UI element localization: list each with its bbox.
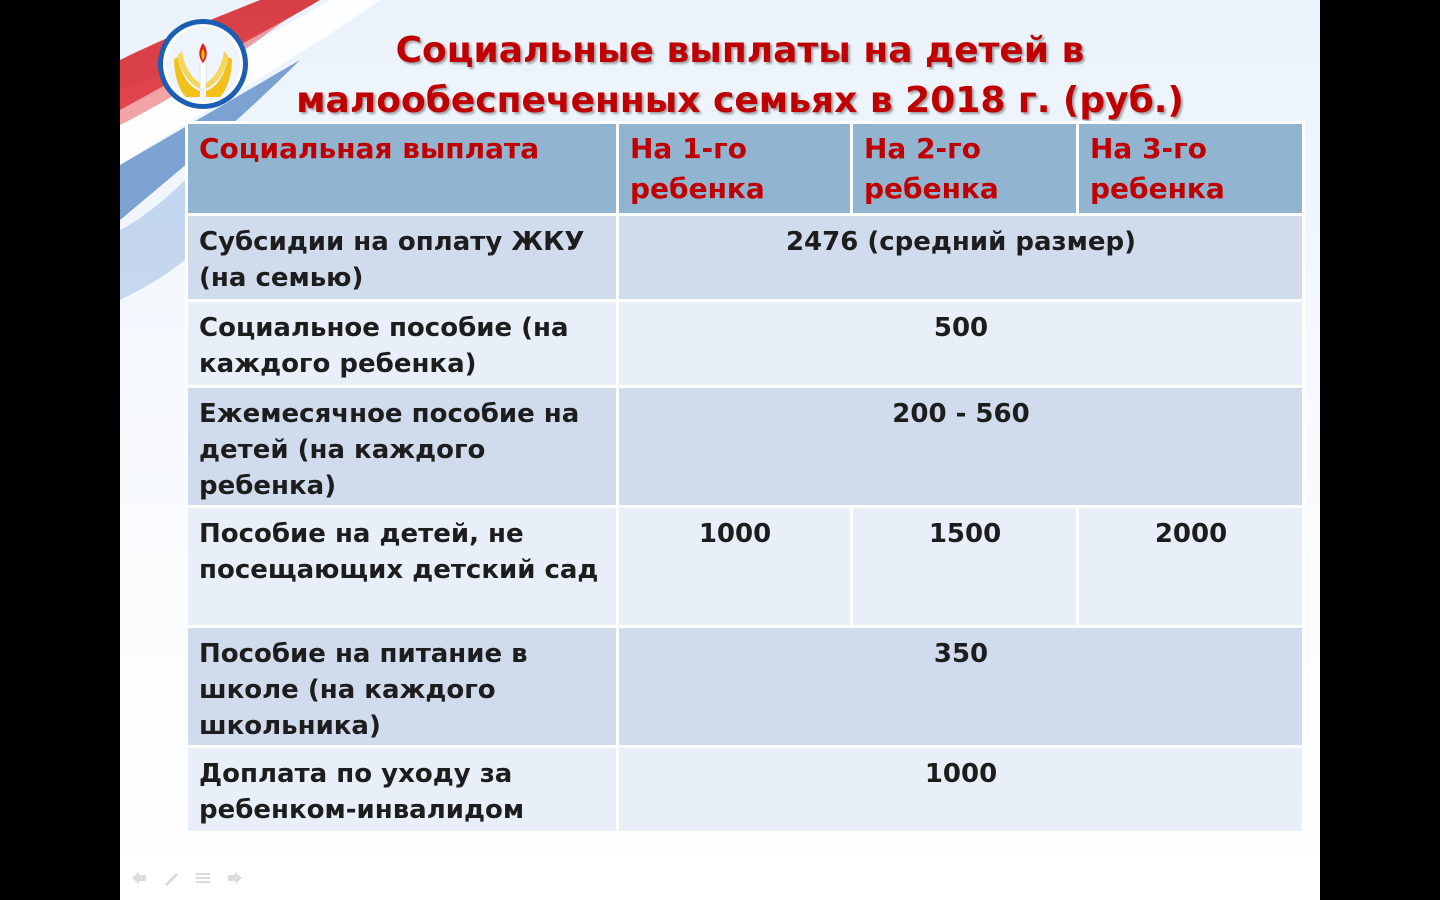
title-line-2: малообеспеченных семьях в 2018 г. (руб.)	[296, 80, 1184, 121]
row-label: Пособие на детей, не посещающих детский сад	[187, 507, 618, 627]
nav-menu-icon[interactable]	[194, 870, 212, 890]
row-label: Пособие на питание в школе (на каждого школьника)	[187, 627, 618, 747]
row-value: 500	[618, 301, 1304, 387]
table-row	[187, 747, 1304, 833]
slideshow-nav	[130, 870, 244, 890]
row-value-child-3: 2000	[1078, 507, 1304, 627]
table-row	[187, 507, 1304, 627]
header-payment: Социальная выплата	[187, 123, 618, 215]
row-value-child-1: 1000	[618, 507, 852, 627]
nav-pen-icon[interactable]	[162, 870, 180, 890]
row-value: 1000	[618, 747, 1304, 833]
row-label: Ежемесячное пособие на детей (на каждого ребенка)	[187, 387, 618, 507]
table-row	[187, 215, 1304, 301]
row-value: 2476 (средний размер)	[618, 215, 1304, 301]
table-row	[187, 387, 1304, 507]
table-row	[187, 301, 1304, 387]
row-value-child-2: 1500	[852, 507, 1078, 627]
row-value: 350	[618, 627, 1304, 747]
row-value: 200 - 560	[618, 387, 1304, 507]
slide-title	[220, 26, 1260, 126]
table-row	[187, 627, 1304, 747]
row-label: Социальное пособие (на каждого ребенка)	[187, 301, 618, 387]
slide	[120, 0, 1320, 900]
header-child-2: На 2-го ребенка	[852, 123, 1078, 215]
table-header-row	[187, 123, 1304, 215]
payments-table	[185, 121, 1305, 834]
nav-back-icon[interactable]	[130, 870, 148, 890]
row-label: Субсидии на оплату ЖКУ (на семью)	[187, 215, 618, 301]
header-child-3: На 3-го ребенка	[1078, 123, 1304, 215]
row-label: Доплата по уходу за ребенком-инвалидом	[187, 747, 618, 833]
header-child-1: На 1-го ребенка	[618, 123, 852, 215]
nav-forward-icon[interactable]	[226, 870, 244, 890]
title-line-1: Социальные выплаты на детей в	[395, 30, 1085, 71]
